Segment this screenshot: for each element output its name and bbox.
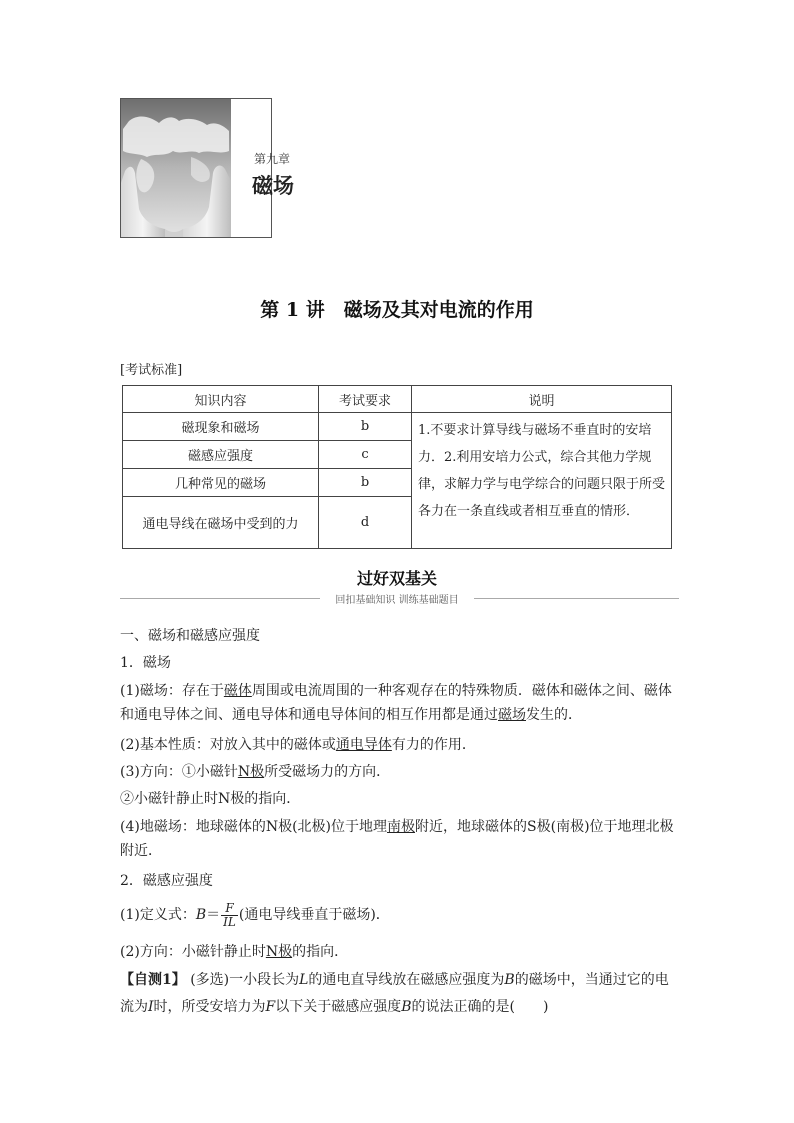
heading-magnetic-field: 1．磁场 (120, 655, 171, 671)
paragraph-induction-direction (120, 940, 680, 964)
lesson-title: 第 1 讲 磁场及其对电流的作用 (260, 299, 534, 321)
text: 的通电直导线放在磁感应强度为 (308, 972, 505, 988)
text: 时，所受安培力为 (153, 999, 266, 1015)
underlined-term: N极 (237, 764, 265, 780)
text: (1)定义式： (120, 907, 196, 923)
chapter-title: 磁场 (252, 174, 294, 198)
underlined-term: N极 (265, 944, 293, 960)
text: 周围或电流周围的一种客观存在的特殊物质．磁体和磁体之间、磁体和通电导体之间、通电导体和通电导体间的相互作用都是通过 (120, 683, 672, 723)
table-header: 说明 (412, 386, 672, 413)
table-cell-content: 通电导线在磁场中受到的力 (123, 497, 319, 549)
text: 发生的． (526, 707, 582, 723)
formula-variable: L (299, 972, 309, 988)
paragraph-definition-formula (120, 900, 680, 930)
paragraph-geomagnetic-field (120, 815, 680, 863)
table-cell-notes: 1.不要求计算导线与磁场不垂直时的安培力．2.利用安培力公式，综合其他力学规律，求解力学与电学综合的问题只限于所受各力在一条直线或者相互垂直的情形． (412, 413, 672, 549)
table-cell-level: b (319, 469, 412, 497)
underlined-term: 磁场 (498, 707, 526, 723)
self-test-question (120, 967, 680, 1021)
text: (1)磁场：存在于 (120, 683, 224, 699)
table-cell-level: d (319, 497, 412, 549)
underlined-term: 南极 (387, 819, 416, 835)
table-cell-content: 磁现象和磁场 (123, 413, 319, 441)
heading-magnetic-field-and-induction: 一、磁场和磁感应强度 (120, 628, 260, 644)
paragraph-basic-property (120, 733, 680, 757)
text: (2)基本性质：对放入其中的磁体或 (120, 737, 336, 753)
text: (4)地磁场：地球磁体的N极(北极)位于地理 (120, 819, 388, 835)
text: 的指向． (292, 944, 349, 960)
text: 附近，地球磁体的S极(南极)位于地理北极附近． (120, 819, 674, 859)
formula-variable: F (265, 999, 276, 1015)
text: (通电导线垂直于磁场)． (238, 907, 390, 923)
text: 有力的作用． (391, 737, 476, 753)
self-test-label: 【自测1】 (120, 972, 186, 988)
table-cell-level: c (319, 441, 412, 469)
text: (多选)一小段长为 (185, 972, 300, 988)
formula-fraction (221, 902, 238, 929)
formula-equals: ＝ (206, 907, 221, 923)
paragraph-magnetic-field-definition (120, 679, 680, 727)
fraction-denominator: IL (223, 914, 236, 929)
table-header: 考试要求 (319, 386, 412, 413)
text: 以下关于磁感应强度 (275, 999, 402, 1015)
table-cell-content: 磁感应强度 (123, 441, 319, 469)
formula-variable: B (401, 999, 412, 1015)
section-title: 过好双基关 (356, 569, 437, 588)
text: 的说法正确的是( ) (411, 999, 549, 1015)
text: (2)方向：小磁针静止时 (120, 944, 266, 960)
formula-variable: I (148, 999, 154, 1015)
underlined-term: 通电导体 (335, 737, 392, 753)
paragraph-direction (120, 760, 680, 784)
hands-holding-globe-image (121, 99, 231, 237)
paragraph-direction-2: ②小磁针静止时N极的指向． (120, 791, 301, 807)
underlined-term: 磁体 (223, 683, 252, 699)
table-cell-content: 几种常见的磁场 (123, 469, 319, 497)
exam-standard-label: [考试标准] (120, 363, 183, 378)
chapter-cover-image (121, 99, 231, 237)
heading-magnetic-induction: 2．磁感应强度 (120, 873, 213, 889)
formula-variable: B (504, 972, 515, 988)
table-cell-level: b (319, 413, 412, 441)
table-header: 知识内容 (123, 386, 319, 413)
table-header-row (123, 386, 672, 413)
fraction-numerator: F (221, 902, 238, 916)
text: (3)方向：①小磁针 (120, 764, 238, 780)
exam-standards-table (122, 385, 672, 549)
table-row (123, 413, 672, 441)
chapter-number: 第九章 (254, 152, 291, 166)
formula-variable: B (195, 907, 207, 923)
text: 的磁场中，当通过它的电流为 (120, 972, 669, 1015)
text: 所受磁场力的方向． (264, 764, 391, 780)
section-subtitle: 回扣基础知识 训练基础题目 (335, 595, 459, 606)
